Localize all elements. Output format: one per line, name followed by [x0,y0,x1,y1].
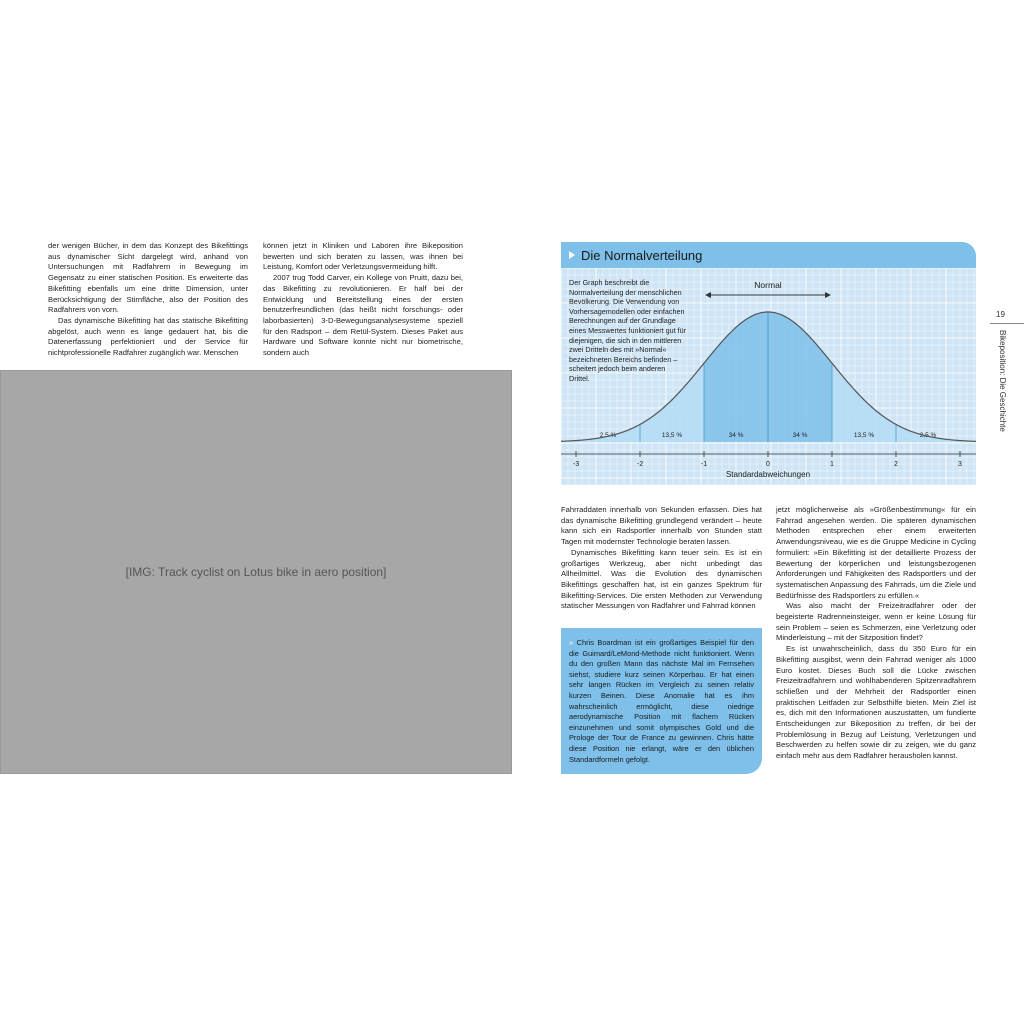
chart-box-title: Die Normalverteilung [581,247,703,263]
x-tick-label: -3 [572,461,580,468]
x-tick-label: 3 [958,461,962,468]
page-number: 19 [996,310,1005,319]
triangle-icon [569,251,575,259]
paragraph: Was also macht der Freizeitradfahrer oder der begeisterte Radrenneinsteiger, wenn er keine Lösung für sein Problem – seien es Schmerzen, eine Verletzung oder Minderleistung – mit der Sitzposition findet? [776,601,976,643]
distribution-band [768,312,832,442]
chart-description: Der Graph beschreibt die Normalverteilung der menschlichen Bevölkerung. Die Verwendung von Vorhersagemodellen oder einfachen Berechnungen auf der Grundlage eines Messwertes funktioniert gut für diejenigen, die sich in den mittleren zwei Dritteln des mit »Normal« bezeichneten Bereichs befinden – scheitert jedoch beim anderen Drittel. [569,278,687,383]
quote-mark: » [569,638,574,647]
x-axis-label: Standardabweichungen [725,470,811,479]
running-head: Bikeposition: Die Geschichte [998,330,1007,432]
band-label: 13,5 % [853,432,875,439]
right-column-2 [776,505,976,762]
x-tick-label: 2 [894,461,898,468]
band-label: 13,5 % [661,432,683,439]
band-label: 2,5 % [599,432,617,439]
x-tick-label: -2 [636,461,644,468]
paragraph: der wenigen Bücher, in dem das Konzept des Bikefittings aus dynamischer Sicht dargelegt wird, anhand von Untersuchungen mit Radfahrern in Bewegung im Gegensatz zu einer statischen Position. Es erweiterte das Bikefitting ebenfalls um eine dritte Dimension, unter Berücksichtigung der Stirnfläche, also der Position des Radfahrers von vorn. [48,241,248,315]
paragraph: Dynamisches Bikefitting kann teuer sein. Es ist ein großartiges Werkzeug, aber nicht unbedingt das Allheilmittel. Was die Evolution des dynamischen Bikefittings geschaffen hat, ist ein ganzes Spektrum für Bikefitting-Services. Die ersten Methoden zur Verwendung statischer Messungen von Radfahrer und Fahrrad können [561,547,762,611]
chart-header [561,242,976,268]
cyclist-photo: [IMG: Track cyclist on Lotus bike in aero position] [0,370,512,774]
right-column-1 [561,505,762,612]
band-label: 2,5 % [919,432,937,439]
paragraph: Fahrraddaten innerhalb von Sekunden erfassen. Dies hat das dynamische Bikefitting grundlegend verändert – heute kann sich ein Radsportler innerhalb von Stunden statt Tagen mit modernster Technologie beraten lassen. [561,505,762,547]
arrow-head-right-icon [825,292,831,298]
x-tick-label: 0 [766,461,770,468]
paragraph: 2007 trug Todd Carver, ein Kollege von Pruitt, dazu bei, das Bikefitting zu revolutionieren. Er half bei der Entwicklung und Bereitstellung eines der ersten benutzerfreundlichen (das heißt nicht forschungs- oder laborbasierten) 3-D-Bewegungsanalysesysteme speziell für den Radsport – dem Retül-System. Dieses Paket aus Hardware und Software konnte nicht nur biometrische, sondern auch [263,273,463,358]
band-label: 34 % [728,432,744,439]
chart-box [561,242,976,485]
left-column-2 [263,241,463,359]
normal-label: Normal [754,280,782,290]
x-tick-label: -1 [700,461,708,468]
paragraph: können jetzt in Kliniken und Laboren ihre Bikeposition bewerten und sich beraten zu lassen, was ihnen bei Leistung, Komfort oder Verletzungsvermeidung hilft. [263,241,463,272]
x-tick-label: 1 [830,461,834,468]
callout-text: Chris Boardman ist ein großartiges Beispiel für den die Guimard/LeMond-Methode nicht funktioniert. Wenn du den großen Mann das nächste Mal im Fernsehen siehst, studiere kurz seinen Körperbau. Er hat einen sehr langen Rücken im Vergleich zu seinen relativ kurzen Beinen. Diese Anomalie hat es ihm wahrscheinlich ermöglicht, diese niedrige aerodynamische Position mit flachem Rücken einzunehmen und somit olympisches Gold und die Prologe der Tour de France zu gewinnen. Chris hätte diese Position nie erlangt, wäre er den üblichen Standardformeln gefolgt. [569,638,754,764]
band-label: 34 % [792,432,808,439]
left-column-1 [48,241,248,359]
page-number-rule [990,323,1024,324]
callout-box [561,628,762,774]
distribution-band [704,312,768,442]
paragraph: Das dynamische Bikefitting hat das statische Bikefitting abgelöst, auch wenn es lange gedauert hat, bis die Datenerfassung perfektioniert und der Service für nichtprofessionelle Radfahrer zugänglich war. Menschen [48,315,248,358]
paragraph: Es ist unwahrscheinlich, dass du 350 Euro für ein Bikefitting ausgibst, wenn dein Fahrrad weniger als 1000 Euro kostet. Dieses Buch soll die Lücke zwischen Freizeitradfahrern und wohlhabenderen Spitzenradfahrern schließen und der Mehrheit der Radsportler einen praktischen Leitfaden zur Selbsthilfe bieten. Mein Ziel ist es, dich mit den Informationen auszustatten, um fundierte Entscheidungen zur Bikeposition zu treffen, dir bei der Problemlösung in Bezug auf Leistung, Verletzungen und Beschwerden zu helfen sowie dir zu zeigen, wie du ganz einfach mehr aus dem Radfahrer herausholen kannst. [776,644,976,761]
paragraph: jetzt möglicherweise als »Größenbestimmung« für ein Fahrrad angesehen werden. Die späteren dynamischen Methoden entsprechen eher einem erweiterten Anwendungsniveau, wie es die Gruppe Medicine in Cycling formuliert: »Ein Bikefitting ist der detaillierte Prozess der Bewertung der körperlichen und leistungsbezogenen Anforderungen und Fähigkeiten des Radsportlers und der systematischen Anpassung des Fahrrads, um die Ziele und Bedürfnisse des Radsportlers zu erfüllen.« [776,505,976,600]
